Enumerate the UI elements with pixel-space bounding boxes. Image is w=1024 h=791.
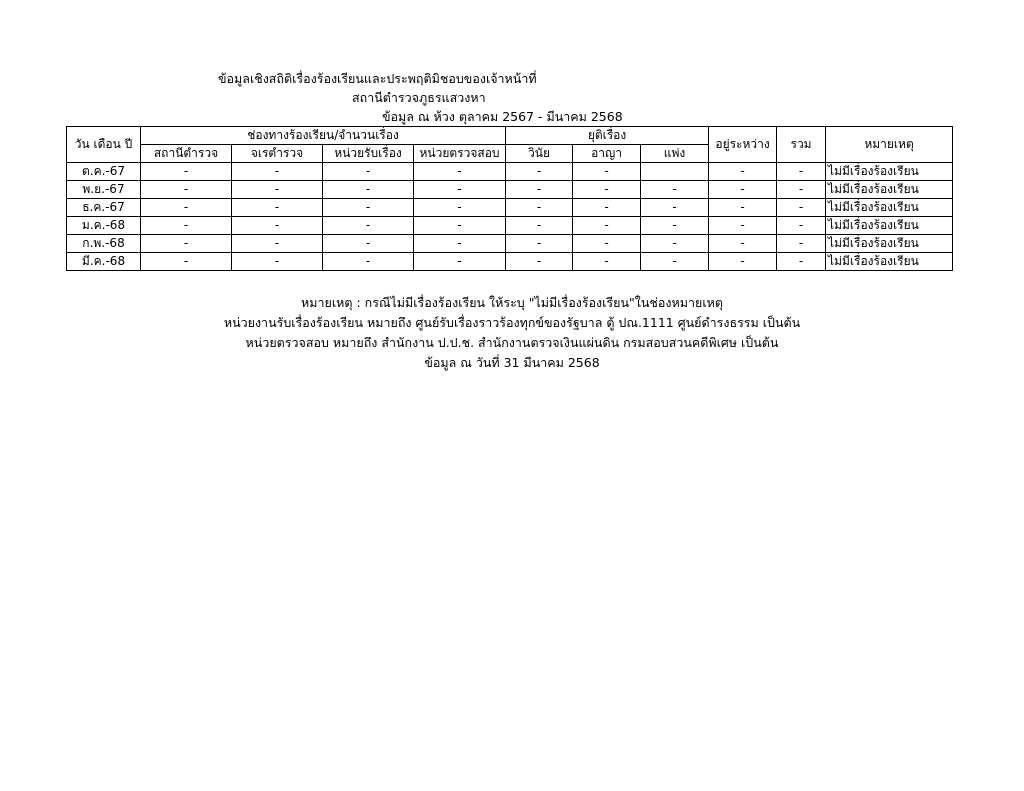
row-cell: - — [414, 235, 506, 253]
header-pending: อยู่ระหว่าง — [709, 127, 777, 163]
row-remark: ไม่มีเรื่องร้องเรียน — [826, 253, 953, 271]
row-cell: - — [232, 253, 323, 271]
row-cell: - — [573, 253, 641, 271]
subheader-civil: แพ่ง — [641, 145, 709, 163]
header-date: วัน เดือน ปี — [67, 127, 141, 163]
row-date: พ.ย.-67 — [67, 181, 141, 199]
row-cell: - — [232, 199, 323, 217]
subheader-police-inspector: จเรตำรวจ — [232, 145, 323, 163]
table-row — [67, 181, 953, 199]
row-cell: - — [573, 217, 641, 235]
row-cell: - — [777, 181, 826, 199]
row-cell: - — [323, 163, 414, 181]
subheader-disciplinary: วินัย — [506, 145, 573, 163]
row-cell: - — [323, 217, 414, 235]
header-complaint-channels: ช่องทางร้องเรียน/จำนวนเรื่อง — [141, 127, 506, 145]
row-cell: - — [141, 253, 232, 271]
notes-section — [0, 293, 1024, 373]
row-cell: - — [141, 217, 232, 235]
row-cell: - — [709, 199, 777, 217]
row-cell: - — [573, 181, 641, 199]
row-cell: - — [323, 235, 414, 253]
station-name: สถานีตำรวจภูธรแสวงหา — [352, 90, 486, 105]
row-cell: - — [506, 253, 573, 271]
note-receiving-unit-definition: หน่วยงานรับเรื่องร้องเรียน หมายถึง ศูนย์รับเรื่องราวร้องทุกข์ของรัฐบาล ตู้ ปณ.1111 ศูนย์ดำรงธรรม เป็นต้น — [223, 315, 801, 330]
row-cell: - — [414, 163, 506, 181]
row-remark: ไม่มีเรื่องร้องเรียน — [826, 181, 953, 199]
row-date: มี.ค.-68 — [67, 253, 141, 271]
row-cell: - — [641, 217, 709, 235]
row-cell: - — [141, 181, 232, 199]
report-title: ข้อมูลเชิงสถิติเรื่องร้องเรียนและประพฤติมิชอบของเจ้าหน้าที่ — [218, 71, 537, 86]
row-cell: - — [323, 253, 414, 271]
row-cell: - — [709, 253, 777, 271]
row-cell: - — [141, 199, 232, 217]
row-cell: - — [573, 163, 641, 181]
row-cell: - — [506, 235, 573, 253]
row-remark: ไม่มีเรื่องร้องเรียน — [826, 217, 953, 235]
row-date: ม.ค.-68 — [67, 217, 141, 235]
row-remark: ไม่มีเรื่องร้องเรียน — [826, 199, 953, 217]
row-remark: ไม่มีเรื่องร้องเรียน — [826, 163, 953, 181]
row-cell: - — [777, 253, 826, 271]
row-cell: - — [777, 235, 826, 253]
row-cell: - — [573, 235, 641, 253]
subheader-police-station: สถานีตำรวจ — [141, 145, 232, 163]
report-period: ข้อมูล ณ ห้วง ตุลาคม 2567 - มีนาคม 2568 — [382, 109, 623, 124]
row-cell: - — [709, 235, 777, 253]
header-total: รวม — [777, 127, 826, 163]
row-cell: - — [641, 235, 709, 253]
row-cell: - — [323, 199, 414, 217]
row-cell: - — [141, 163, 232, 181]
statistics-table — [66, 126, 953, 271]
note-remark-instruction: หมายเหตุ : กรณีไม่มีเรื่องร้องเรียน ให้ระบุ "ไม่มีเรื่องร้องเรียน"ในช่องหมายเหตุ — [301, 295, 723, 310]
row-date: ธ.ค.-67 — [67, 199, 141, 217]
row-cell: - — [232, 217, 323, 235]
row-cell: - — [777, 199, 826, 217]
note-data-date: ข้อมูล ณ วันที่ 31 มีนาคม 2568 — [424, 355, 600, 370]
row-cell: - — [141, 235, 232, 253]
row-cell: - — [709, 217, 777, 235]
row-cell: - — [414, 253, 506, 271]
row-cell: - — [506, 181, 573, 199]
row-cell: - — [506, 217, 573, 235]
row-cell: - — [414, 217, 506, 235]
row-date: ต.ค.-67 — [67, 163, 141, 181]
row-date: ก.พ.-68 — [67, 235, 141, 253]
row-cell: - — [232, 181, 323, 199]
row-cell: - — [709, 163, 777, 181]
row-cell: - — [641, 253, 709, 271]
row-cell: - — [232, 163, 323, 181]
row-cell: - — [709, 181, 777, 199]
row-cell: - — [641, 199, 709, 217]
table-row — [67, 217, 953, 235]
table-row — [67, 163, 953, 181]
subheader-criminal: อาญา — [573, 145, 641, 163]
table-row — [67, 235, 953, 253]
row-cell: - — [232, 235, 323, 253]
subheader-receiving-unit: หน่วยรับเรื่อง — [323, 145, 414, 163]
row-remark: ไม่มีเรื่องร้องเรียน — [826, 235, 953, 253]
row-cell: - — [414, 181, 506, 199]
row-cell: - — [414, 199, 506, 217]
row-cell: - — [641, 181, 709, 199]
row-cell: - — [506, 163, 573, 181]
header-case-closed: ยุติเรื่อง — [506, 127, 709, 145]
row-cell: - — [506, 199, 573, 217]
row-cell: - — [777, 163, 826, 181]
row-cell: - — [573, 199, 641, 217]
row-cell: - — [777, 217, 826, 235]
row-cell: - — [323, 181, 414, 199]
note-audit-unit-definition: หน่วยตรวจสอบ หมายถึง สำนักงาน ป.ป.ช. สำนักงานตรวจเงินแผ่นดิน กรมสอบสวนคดีพิเศษ เป็นต้น — [245, 335, 779, 350]
header-remark: หมายเหตุ — [826, 127, 953, 163]
table-row — [67, 253, 953, 271]
row-cell — [641, 163, 709, 181]
table-row — [67, 199, 953, 217]
subheader-audit-unit: หน่วยตรวจสอบ — [414, 145, 506, 163]
